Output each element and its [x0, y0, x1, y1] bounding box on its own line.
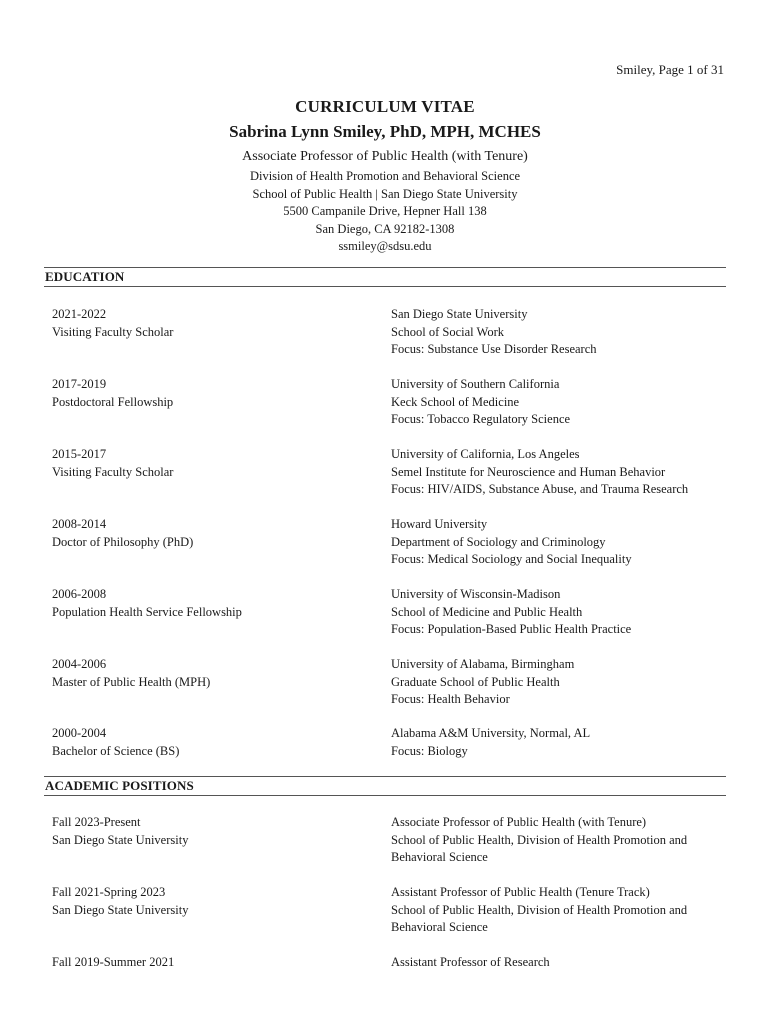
cv-school: School of Public Health | San Diego State University [252, 186, 518, 201]
education-section [44, 267, 726, 287]
position-years: Fall 2019-Summer 2021 [52, 955, 175, 969]
education-department: Semel Institute for Neuroscience and Human Behavior [391, 464, 666, 479]
position-detail: School of Public Health, Division of Health Promotion and Behavioral Science [391, 902, 688, 934]
education-department: Keck School of Medicine [391, 394, 520, 409]
education-role: Visiting Faculty Scholar [52, 324, 174, 339]
education-focus: Focus: HIV/AIDS, Substance Abuse, and Trauma Research [391, 482, 689, 496]
education-role: Doctor of Philosophy (PhD) [52, 534, 194, 549]
cv-position: Associate Professor of Public Health (with Tenure) [242, 149, 528, 164]
academic-positions-heading: ACADEMIC POSITIONS [44, 776, 726, 796]
cv-title: CURRICULUM VITAE [295, 97, 475, 116]
education-years: 2008-2014 [52, 517, 107, 531]
education-institution: University of Southern California [391, 377, 560, 391]
education-institution: University of Wisconsin-Madison [391, 587, 561, 601]
cv-address-line-2: San Diego, CA 92182-1308 [315, 221, 455, 236]
position-title: Assistant Professor of Public Health (Tenure Track) [391, 885, 650, 899]
education-department: School of Social Work [391, 324, 504, 339]
cv-email[interactable]: ssmiley@sdsu.edu [338, 239, 432, 253]
position-years: Fall 2021-Spring 2023 [52, 885, 166, 899]
education-institution: University of Alabama, Birmingham [391, 657, 575, 671]
education-years: 2000-2004 [52, 726, 107, 740]
education-role: Visiting Faculty Scholar [52, 464, 174, 479]
education-focus: Focus: Health Behavior [391, 692, 510, 706]
cv-division: Division of Health Promotion and Behavioral Science [249, 169, 521, 183]
education-years: 2004-2006 [52, 657, 107, 671]
position-years: Fall 2023-Present [52, 815, 141, 829]
education-department: Department of Sociology and Criminology [391, 534, 606, 549]
education-years: 2021-2022 [52, 307, 107, 321]
education-focus: Focus: Substance Use Disorder Research [391, 342, 597, 356]
cv-name: Sabrina Lynn Smiley, PhD, MPH, MCHES [229, 122, 541, 141]
position-detail: School of Public Health, Division of Health Promotion and Behavioral Science [391, 832, 688, 864]
education-department: School of Medicine and Public Health [391, 604, 583, 619]
page-number: Smiley, Page 1 of 31 [616, 62, 724, 77]
education-institution: Howard University [391, 517, 488, 531]
education-years: 2015-2017 [52, 447, 107, 461]
education-role: Population Health Service Fellowship [52, 604, 242, 619]
position-organization: San Diego State University [52, 832, 189, 847]
education-institution: University of California, Los Angeles [391, 447, 580, 461]
education-institution: San Diego State University [391, 307, 528, 321]
education-focus: Focus: Tobacco Regulatory Science [391, 412, 571, 426]
education-focus: Focus: Medical Sociology and Social Inequality [391, 552, 632, 566]
education-department: Graduate School of Public Health [391, 674, 560, 689]
education-years: 2006-2008 [52, 587, 107, 601]
education-role: Master of Public Health (MPH) [52, 674, 211, 689]
position-title: Associate Professor of Public Health (with Tenure) [391, 815, 647, 829]
cv-header [0, 95, 770, 256]
cv-address-line-1: 5500 Campanile Drive, Hepner Hall 138 [283, 204, 487, 218]
education-focus: Focus: Biology [391, 743, 468, 758]
education-focus: Focus: Population-Based Public Health Practice [391, 622, 632, 636]
education-role: Bachelor of Science (BS) [52, 743, 180, 758]
education-years: 2017-2019 [52, 377, 107, 391]
academic-positions-section [44, 776, 726, 796]
education-heading: EDUCATION [44, 267, 726, 287]
position-title: Assistant Professor of Research [391, 955, 550, 969]
education-institution: Alabama A&M University, Normal, AL [391, 726, 591, 740]
education-role: Postdoctoral Fellowship [52, 394, 174, 409]
position-organization: San Diego State University [52, 902, 189, 917]
